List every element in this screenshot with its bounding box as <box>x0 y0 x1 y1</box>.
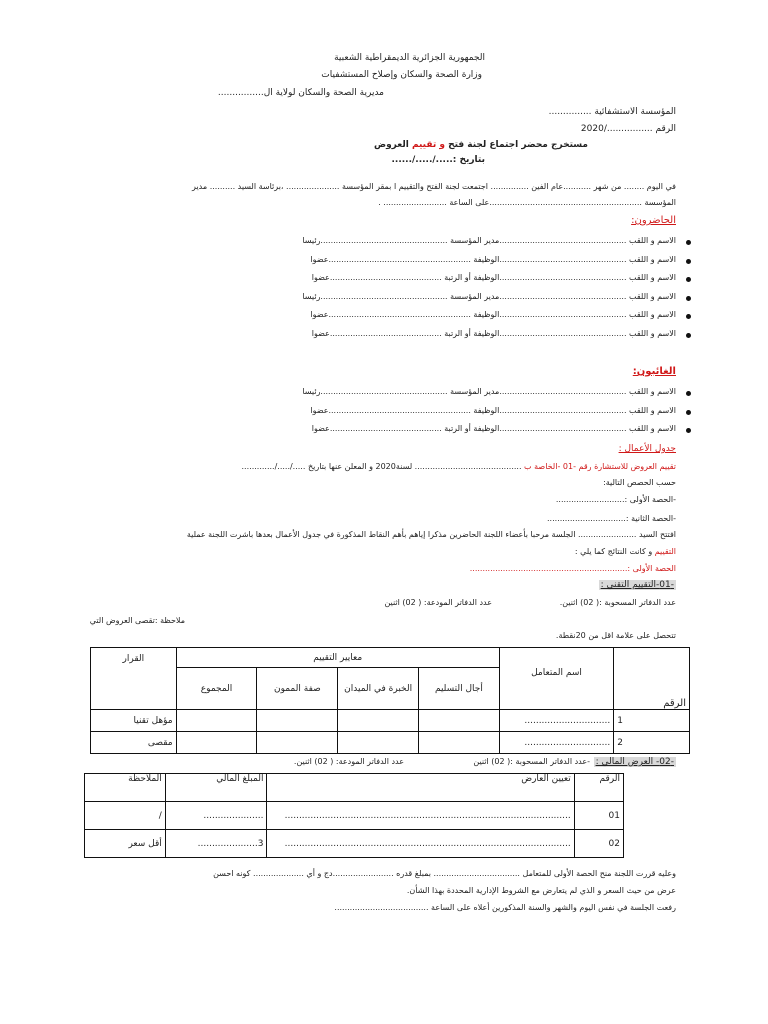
agenda-evaluation-line <box>242 462 676 471</box>
technical-deposited: عدد الدفاتر المودعة: ( 02) اثنين <box>384 598 492 607</box>
bullet-icon <box>686 259 691 264</box>
tech-col-experience: الخبرة في الميدان <box>338 668 419 710</box>
tech-row-1-name: .............................. <box>499 710 613 732</box>
bullet-icon <box>686 428 691 433</box>
intro-line-2: المؤسسة ............................................................على الساعة ......................... . <box>378 198 676 207</box>
tech-criteria-header: معايير التقييم <box>176 648 499 668</box>
tech-row-1-delivery <box>419 710 500 732</box>
list-item: الاسم و اللقب ..................................................الوظيفة ........................................................عضوا <box>310 254 676 264</box>
conclusion-line-3: رفعت الجلسة في نفس اليوم والشهر والسنة المذكورين أعلاه على الساعة ..................................... <box>334 903 676 912</box>
tech-col-operator: اسم المتعامل <box>499 648 613 710</box>
fin-row-2-num: 02 <box>574 830 623 858</box>
list-item: الاسم و اللقب ..................................................مدير المؤسسة ..................................................رئيسا <box>302 236 676 245</box>
table-row <box>91 710 690 732</box>
fin-col-bidder: تعيين العارض <box>267 774 574 802</box>
table-row <box>85 830 624 858</box>
header-ministry: وزارة الصحة والسكان وإصلاح المستشفيات <box>321 70 482 80</box>
list-item: الاسم و اللقب ..................................................الوظيفة ........................................................عضوا <box>310 405 676 415</box>
fin-row-1-note: / <box>85 802 166 830</box>
tech-row-2-experience <box>338 732 419 754</box>
fin-col-amount: المبلغ المالي <box>165 774 267 802</box>
financial-withdrawn: -عدد الدفاتر المسحوبة :( 02) اثنين <box>473 757 590 766</box>
tech-col-supplier: صفة الممون <box>257 668 338 710</box>
financial-deposited: عدد الدفاتر المودعة: ( 02) اثنين. <box>293 757 404 766</box>
opening-line: افتتح السيد ....................... الجلسة مرحبا بأعضاء اللجنة الحاضرين مذكرا إياهم بأهم النقاط المذكورة في جدول الأعمال بعدها باشرت اللجنة عملية <box>186 530 676 539</box>
header-republic: الجمهورية الجزائرية الديمقراطية الشعبية <box>334 53 485 63</box>
list-item: الاسم و اللقب ..................................................مدير المؤسسة ..................................................رئيسا <box>302 387 676 396</box>
title-date <box>392 155 486 165</box>
agenda-evaluation-rest: .......................................... لسنة2020 و المعلن عنها بتاريخ ...../...../............. <box>241 462 525 471</box>
fin-row-1-bidder: .................................................................................................... <box>267 802 574 830</box>
tech-row-1-decision: مؤهل تقنيا <box>91 710 177 732</box>
technical-note-2: تتحصل على علامة اقل من 20نقطة. <box>555 631 676 640</box>
tech-row-2-total <box>176 732 257 754</box>
tech-row-2-supplier <box>257 732 338 754</box>
list-item: الاسم و اللقب ..................................................مدير المؤسسة ..................................................رئيسا <box>302 291 676 301</box>
lots-intro: حسب الحصص التالية: <box>603 478 676 487</box>
bullet-icon <box>686 333 691 338</box>
list-item: الاسم و اللقب ..................................................الوظيفة أو الرتبة ............................................عضوا <box>311 328 676 338</box>
agenda-evaluation-red: تقييم العروض للاستشارة رقم -01 -الخاصة ب <box>524 462 676 471</box>
title-part2: العروض <box>373 140 412 150</box>
fin-row-2-note: أقل سعر <box>85 830 166 858</box>
fin-col-note: الملاحظة <box>85 774 166 802</box>
present-heading: الحاضرون: <box>631 215 676 226</box>
title-part1: مستخرج محضر اجتماع لجنة فتح <box>448 140 588 150</box>
tech-row-2-num: 2 <box>614 732 690 754</box>
lot-2-line: -الحصة الثانية :............................... <box>547 514 676 523</box>
tech-row-2-name: .............................. <box>499 732 613 754</box>
results-rest: و كانت النتائج كما يلي : <box>574 547 655 556</box>
tech-row-1-total <box>176 710 257 732</box>
list-item: الاسم و اللقب ..................................................الوظيفة أو الرتبة ............................................عضوا <box>311 424 676 433</box>
tech-col-total: المجموع <box>176 668 257 710</box>
list-item: الاسم و اللقب ..................................................الوظيفة ........................................................عضوا <box>310 310 676 319</box>
header-directorate: مديرية الصحة والسكان لولاية ال................ <box>217 88 384 98</box>
absent-heading: الغائبون: <box>632 366 676 377</box>
tech-col-number: الرقم <box>614 648 690 710</box>
bullet-icon <box>686 391 691 396</box>
bullet-icon <box>686 277 691 282</box>
results-red: التقييم <box>654 547 676 556</box>
bullet-icon <box>686 314 691 319</box>
document-title <box>374 140 588 150</box>
fin-row-1-amount: ..................... <box>165 802 267 830</box>
conclusion-line-1: وعليه قررت اللجنة منح الحصة الأولى للمتعامل .................................. بمبلغ قدره ........................دج و أي .................... كونه احسن <box>213 869 676 878</box>
tech-col-delivery: أجال التسليم <box>419 668 500 710</box>
technical-heading: -01-التقييم التقني : <box>600 580 674 590</box>
fin-row-1-num: 01 <box>574 802 623 830</box>
agenda-heading: جدول الأعمال : <box>618 444 676 454</box>
fin-row-2-amount: 3..................... <box>165 830 267 858</box>
title-date-text: بتاريخ :...../...../...... <box>391 155 485 165</box>
fin-row-2-bidder: .................................................................................................... <box>267 830 574 858</box>
financial-table <box>84 773 624 858</box>
list-item: الاسم و اللقب ..................................................الوظيفة أو الرتبة ............................................عضوا <box>311 273 676 282</box>
tech-row-1-experience <box>338 710 419 732</box>
bullet-icon <box>686 240 691 245</box>
bullet-icon <box>686 296 691 301</box>
bullet-icon <box>686 410 691 415</box>
reference-number: الرقم ................/2020 <box>580 124 676 134</box>
tech-row-2-decision: مقصى <box>91 732 177 754</box>
table-row <box>85 802 624 830</box>
table-row <box>91 732 690 754</box>
conclusion-line-2: عرض من حيث السعر و الذي لم يتعارض مع الشروط الإدارية المحددة بهذا الشأن. <box>406 886 676 895</box>
intro-line-1: في اليوم ........ من شهر ...........عام الفين ............... اجتمعت لجنة الفتح والتقييم ا بمقر المؤسسة ..................... ،برئاسة السيد .......... مدير <box>192 182 676 191</box>
financial-heading: -02- العرض المالي : <box>595 757 674 767</box>
institution-line: المؤسسة الاستشفائية ............... <box>548 107 676 117</box>
title-evaluate: تقييم <box>411 140 437 150</box>
technical-table <box>90 647 690 754</box>
lot-1-line: -الحصة الأولى :........................... <box>555 495 676 504</box>
lot-1-results: الحصة الأولى :.............................................................. <box>469 564 676 573</box>
technical-note: ملاحظة :تقصى العروض التي <box>89 616 185 625</box>
title-and: و <box>436 140 449 150</box>
tech-col-decision: القرار <box>91 648 177 710</box>
tech-row-2-delivery <box>419 732 500 754</box>
tech-row-1-num: 1 <box>614 710 690 732</box>
technical-withdrawn: عدد الدفاتر المسحوبة :( 02) اثنين. <box>559 598 676 607</box>
tech-row-1-supplier <box>257 710 338 732</box>
fin-col-number: الرقم <box>574 774 623 802</box>
results-line <box>575 547 676 556</box>
